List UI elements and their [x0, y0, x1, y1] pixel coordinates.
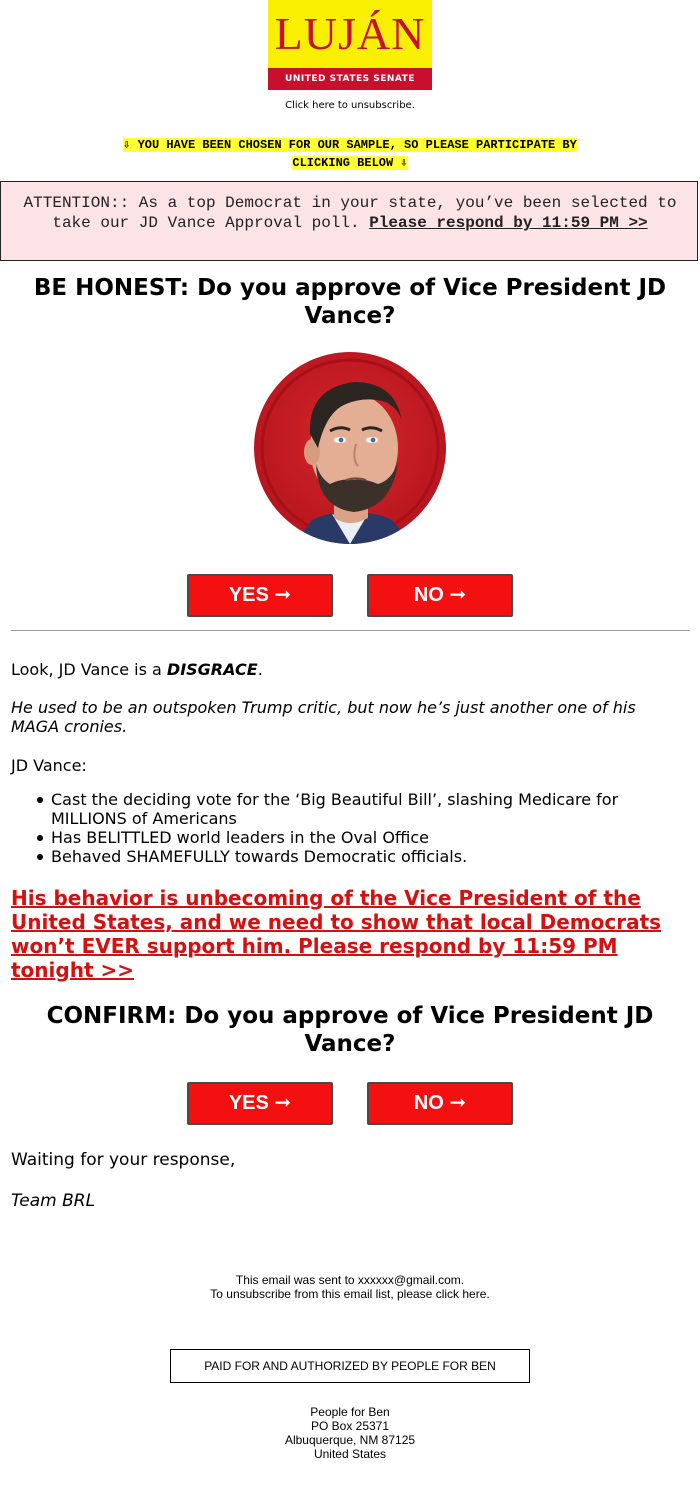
logo-name-block [268, 0, 432, 68]
address-line: PO Box 25371 [310, 1419, 390, 1433]
disgrace-prefix: Look, JD Vance is a [11, 660, 167, 679]
signoff-waiting: Waiting for your response, [11, 1150, 236, 1170]
attention-text: ATTENTION:: As a top Democrat in your state, you’ve been selected to take our JD Vance Approval poll. [23, 194, 677, 232]
yes-button-confirm[interactable]: YES ➞ [187, 1082, 333, 1125]
jd-intro: JD Vance: [11, 756, 87, 775]
address-line: United States [313, 1447, 387, 1461]
divider [11, 630, 690, 631]
disgrace-line [11, 660, 671, 679]
poll-question-1: BE HONEST: Do you approve of Vice President JD Vance? [33, 275, 667, 329]
bullet-list [11, 790, 651, 866]
logo-name: LUJÁN [274, 8, 426, 59]
disgrace-emphasis: DISGRACE [166, 660, 258, 679]
footer-sent-to: This email was sent to xxxxxx@gmail.com. [235, 1273, 465, 1287]
lujan-logo [268, 0, 432, 90]
attention-box [0, 181, 698, 261]
logo-subtitle: UNITED STATES SENATE [268, 68, 432, 90]
yes-button[interactable]: YES ➞ [187, 574, 333, 617]
attention-text-block [11, 193, 689, 233]
attention-respond-link[interactable]: Please respond by 11:59 PM >> [369, 214, 648, 232]
chosen-banner [60, 136, 640, 172]
address-line: Albuquerque, NM 87125 [284, 1433, 416, 1447]
chosen-banner-line2: CLICKING BELOW ⇩ [292, 156, 408, 170]
critic-paragraph: He used to be an outspoken Trump critic, but now he’s just another one of his MAGA cronies. [11, 698, 636, 736]
poll-question-2: CONFIRM: Do you approve of Vice President JD Vance? [46, 1003, 654, 1057]
list-item: Behaved SHAMEFULLY towards Democratic officials. [11, 847, 651, 866]
unsubscribe-link[interactable]: Click here to unsubscribe. [285, 100, 415, 111]
respond-cta-link[interactable]: His behavior is unbecoming of the Vice President of the United States, and we need to show that local Democrats won’t EVER support him. Please respond by 11:59 PM tonight >> [11, 886, 662, 982]
address-line: People for Ben [310, 1405, 390, 1419]
list-item: Has BELITTLED world leaders in the Oval Office [11, 828, 651, 847]
no-button-confirm[interactable]: NO ➞ [367, 1082, 513, 1125]
chosen-banner-line1: ⇩ YOU HAVE BEEN CHOSEN FOR OUR SAMPLE, SO PLEASE PARTICIPATE BY [123, 138, 577, 152]
disgrace-suffix: . [257, 660, 263, 679]
paid-for-disclaimer: PAID FOR AND AUTHORIZED BY PEOPLE FOR BEN [170, 1349, 530, 1383]
signoff-team: Team BRL [11, 1191, 96, 1211]
footer-unsubscribe-link[interactable]: To unsubscribe from this email list, please click here. [210, 1287, 490, 1301]
no-button[interactable]: NO ➞ [367, 574, 513, 617]
jd-vance-portrait [254, 352, 446, 544]
list-item: Cast the deciding vote for the ‘Big Beautiful Bill’, slashing Medicare for MILLIONS of Americans [11, 790, 651, 828]
